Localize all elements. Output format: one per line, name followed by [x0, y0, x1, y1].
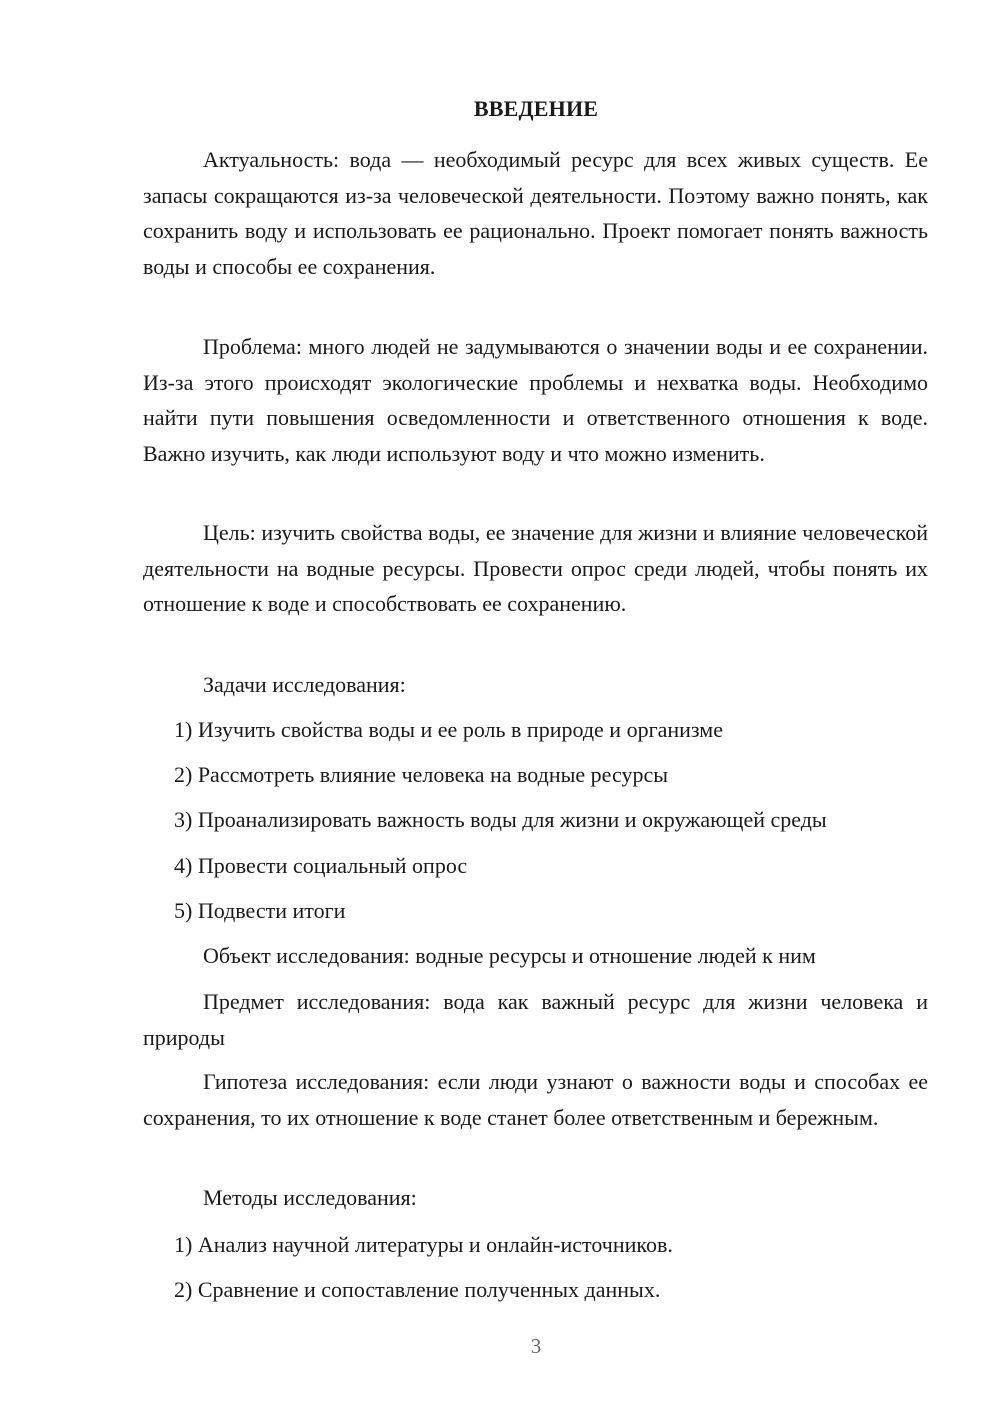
tasks-title: Задачи исследования:	[203, 672, 406, 697]
section-heading: ВВЕДЕНИЕ	[473, 96, 599, 121]
methods-title: Методы исследования:	[203, 1185, 417, 1210]
task-item: 5) Подвести итоги	[174, 898, 346, 923]
task-item: 2) Рассмотреть влияние человека на водные ресурсы	[174, 762, 669, 787]
page-number: 3	[530, 1334, 542, 1358]
method-item: 1) Анализ научной литературы и онлайн-источников.	[174, 1232, 673, 1257]
relevance-paragraph: Актуальность: вода — необходимый ресурс для всех живых существ. Ее запасы сокращаются из-за человеческой деятельности. Поэтому важно понять, как сохранить воду и использовать ее рационально. Проект помогает понять важность воды и способы ее сохранения.	[143, 147, 928, 279]
hypothesis-paragraph: Гипотеза исследования: если люди узнают о важности воды и способах ее сохранения, то их отношение к воде станет более ответственным и бережным.	[143, 1069, 928, 1130]
task-item: 1) Изучить свойства воды и ее роль в природе и организме	[174, 717, 723, 742]
object-line: Объект исследования: водные ресурсы и отношение людей к ним	[203, 943, 816, 968]
goal-paragraph: Цель: изучить свойства воды, ее значение для жизни и влияние человеческой деятельности на водные ресурсы. Провести опрос среди людей, чтобы понять их отношение к воде и способствовать ее сохранению.	[143, 520, 928, 616]
problem-paragraph: Проблема: много людей не задумываются о значении воды и ее сохранении. Из-за этого происходят экологические проблемы и нехватка воды. Необходимо найти пути повышения осведомленности и ответственного отношения к воде. Важно изучить, как люди используют воду и что можно изменить.	[143, 334, 928, 466]
task-item: 3) Проанализировать важность воды для жизни и окружающей среды	[174, 807, 827, 832]
task-item: 4) Провести социальный опрос	[174, 853, 468, 878]
subject-paragraph: Предмет исследования: вода как важный ресурс для жизни человека и природы	[143, 989, 928, 1050]
method-item: 2) Сравнение и сопоставление полученных данных.	[174, 1277, 661, 1302]
